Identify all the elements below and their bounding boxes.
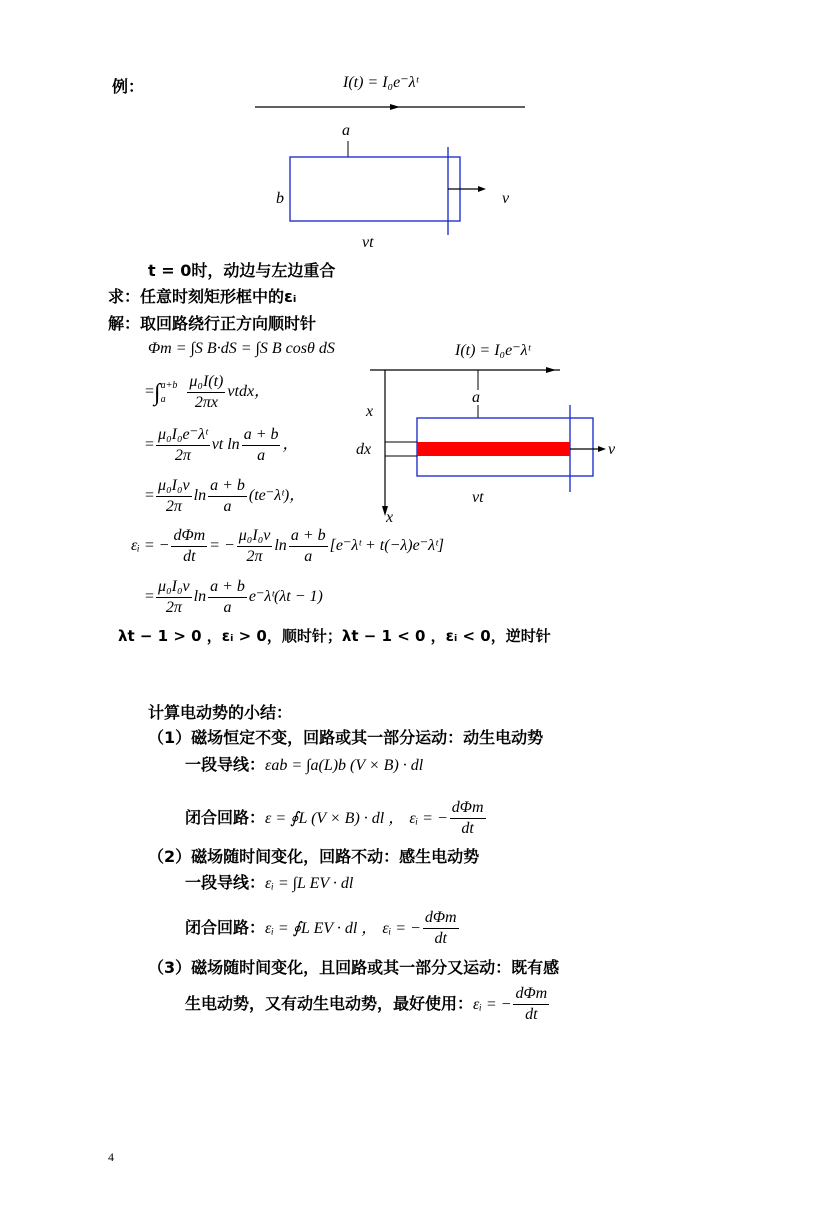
label-vt: vt <box>362 234 374 251</box>
summary-item-1-loop: 闭合回路：ε = ∮L (V × B) · dl ， εᵢ = − $\frac{\text{dΦm}}{dt}$ <box>185 799 484 837</box>
flux-line-1: Φm = ∫S B·dS = ∫S B cosθ dS <box>148 340 335 357</box>
loop-rect <box>290 157 460 221</box>
summary-item-2-segment: 一段导线：εᵢ = ∫L EV · dl <box>185 873 354 892</box>
page-number: 4 <box>108 1150 114 1164</box>
flux-line-3: = $\frac{\text{μ₀I₀e⁻λᵗ}}{2\pi}$ vt ln $\frac{a + b}{a}$ ， <box>145 426 299 464</box>
emf-line-5: εᵢ = − $\frac{\text{dΦm}}{dt}$ = − $\frac{\text{μ₀I₀v}}{2\pi}$ ln $\frac{a + b}{a}$ [e⁻λᵗ + t(−λ)e⁻λᵗ] <box>131 527 445 565</box>
label-vt2: vt <box>472 489 484 506</box>
current-formula-1: I(t) = I₀e⁻λᵗ <box>343 74 419 91</box>
label-v: v <box>502 190 510 207</box>
direction-conclusion: λt − 1 > 0 ，εᵢ > 0，顺时针；λt − 1 < 0 ，εᵢ < 0，逆时针 <box>118 627 551 645</box>
summary-item-2: （2）磁场随时间变化，回路不动：感生电动势 <box>148 847 480 866</box>
example-label: 例： <box>112 77 145 96</box>
condition-text: t = 0时，动边与左边重合 <box>148 261 336 280</box>
summary-item-1: （1）磁场恒定不变，回路或其一部分运动：动生电动势 <box>148 728 544 747</box>
emf-line-6: = $\frac{\text{μ₀I₀v}}{2\pi}$ ln $\frac{a + b}{a}$ e⁻λᵗ(λt − 1) <box>145 578 323 616</box>
diagram-1 <box>250 95 540 255</box>
diagram-2 <box>350 360 640 530</box>
summary-item-1-segment: 一段导线：εab = ∫a(L)b (V × B) · dl <box>185 755 424 774</box>
ask-text: 求：任意时刻矩形框中的εᵢ <box>108 287 297 306</box>
flux-line-2: =∫ a+b a $\frac{\text{μ₀I(t)}}{2\pi x}$ vtdx， <box>145 373 271 411</box>
solve-text: 解：取回路绕行正方向顺时针 <box>108 314 317 333</box>
flux-line-4: = $\frac{\text{μ₀I₀v}}{2\pi}$ ln $\frac{a + b}{a}$ (te⁻λᵗ)， <box>145 477 306 515</box>
label-a2: a <box>472 389 480 406</box>
current-arrow <box>390 104 400 110</box>
label-x1: x <box>366 403 374 420</box>
strip-dx <box>417 442 570 456</box>
current-formula-2: I(t) = I₀e⁻λᵗ <box>455 342 531 359</box>
summary-item-3-line-1: （3）磁场随时间变化，且回路或其一部分又运动：既有感 <box>148 958 560 977</box>
label-x2: x <box>386 509 394 526</box>
label-b: b <box>276 190 284 207</box>
label-a: a <box>342 122 350 139</box>
summary-title: 计算电动势的小结： <box>148 703 293 722</box>
summary-item-3-line-2: 生电动势，又有动生电动势，最好使用：εᵢ = − $\frac{\text{dΦm}}{dt}$ <box>185 985 548 1023</box>
label-dx: dx <box>356 441 372 458</box>
label-v2: v <box>608 441 616 458</box>
summary-item-2-loop: 闭合回路：εᵢ = ∮L EV · dl ， εᵢ = − $\frac{\text{dΦm}}{dt}$ <box>185 909 457 947</box>
